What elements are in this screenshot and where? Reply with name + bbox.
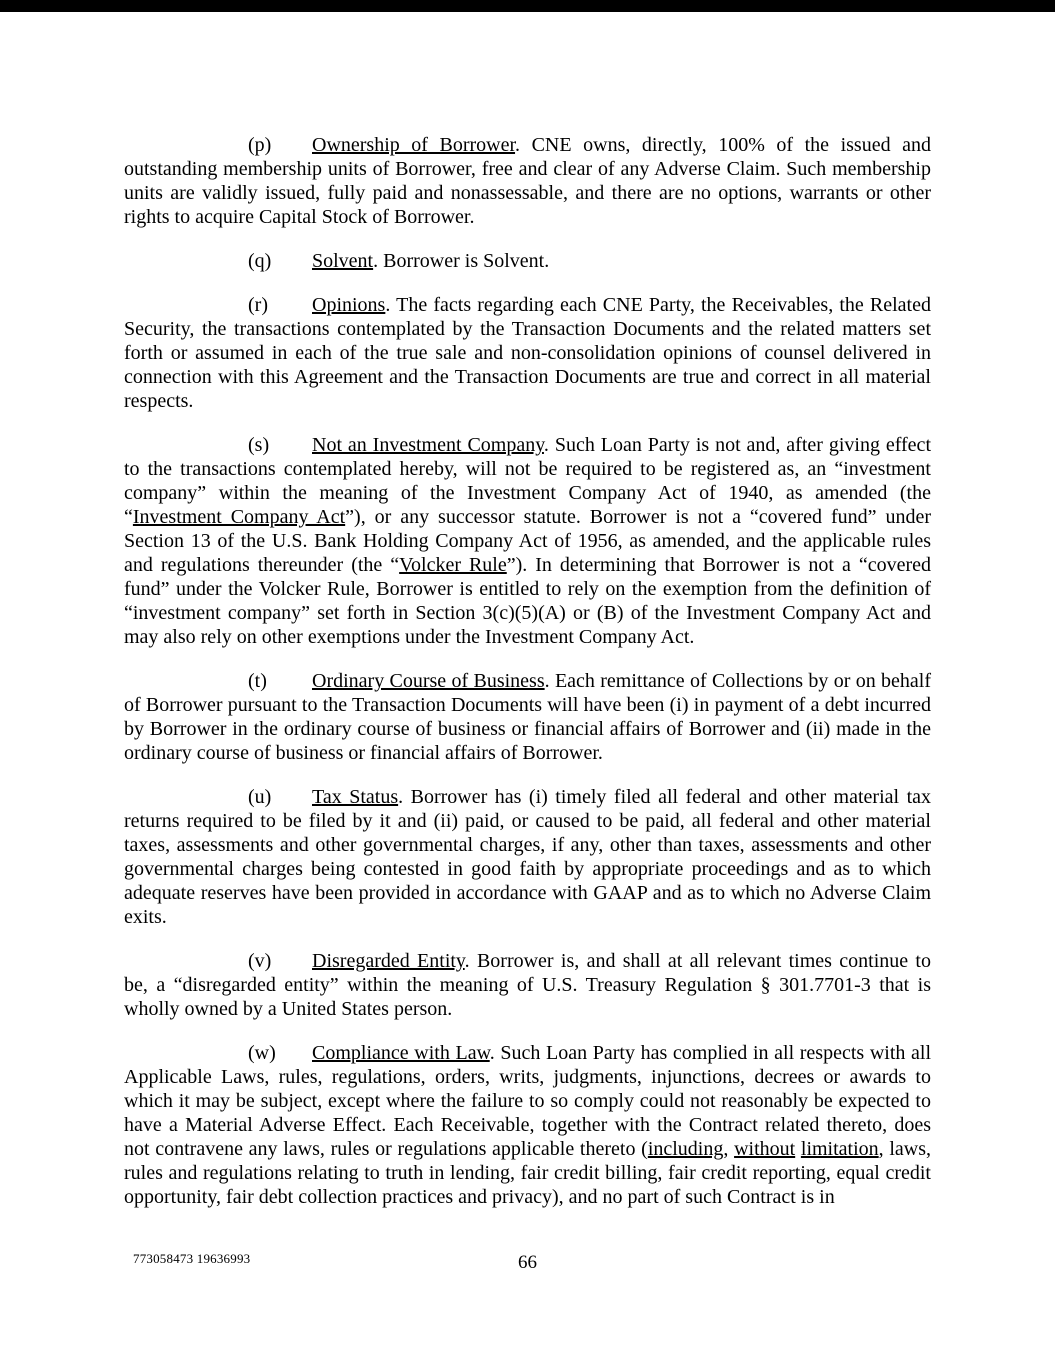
paragraph — [124, 669, 931, 765]
paragraph-label: (s) — [248, 434, 270, 456]
paragraph-label: (q) — [248, 250, 272, 272]
paragraph-label: (w) — [248, 1042, 276, 1064]
paragraph-heading: Ownership of Borrower — [312, 134, 516, 156]
paragraph — [124, 249, 931, 273]
page-top-edge — [0, 0, 1055, 12]
paragraph-heading: including — [647, 1138, 724, 1160]
paragraph — [124, 949, 931, 1021]
paragraph — [124, 293, 931, 413]
paragraph-text: . Borrower is Solvent. — [373, 250, 550, 272]
paragraph-text: . Each remittance of Collections by or on behalf of Borrower pursuant to the Transaction Documents will have been (i) in payment of a debt incurred by Borrower in the ordinary course of business or financial affairs of Borrower and (ii) made in the ordinary course of business or financial affairs of Borrower. — [124, 670, 931, 764]
paragraph-heading: Tax Status — [312, 786, 399, 808]
paragraph-heading: Not an Investment Company — [312, 434, 544, 456]
paragraph-heading: Ordinary Course of Business — [312, 670, 545, 692]
page-number: 66 — [518, 1252, 537, 1273]
paragraph-text: , — [723, 1138, 735, 1160]
paragraph — [124, 433, 931, 649]
paragraph-heading: without — [734, 1138, 796, 1160]
paragraph-text: . Borrower has (i) timely filed all federal and other material tax returns required to be filed by it and (ii) paid, or caused to be paid, all federal and other material taxes, assessments and other governmental charges, if any, other than taxes, assessments and other governmental charges being contested in good faith by appropriate proceedings and as to which adequate reserves have been provided in accordance with GAAP and as to which no Adverse Claim exits. — [124, 786, 932, 928]
document-body — [124, 133, 931, 1229]
paragraph-label: (v) — [248, 950, 272, 972]
paragraph-label: (r) — [248, 294, 268, 316]
paragraph-text: ”). In determining that Borrower is not a “covered fund” under the Volcker Rule, Borrower is entitled to rely on the exemption from the definition of “investment company” set forth in Section 3(c)(5)(A) or (B) of the Investment Company Act and may also rely on other exemptions under the Investment Company Act. — [124, 554, 931, 648]
paragraph — [124, 133, 931, 229]
paragraph-label: (p) — [248, 134, 272, 156]
paragraph-text: . CNE owns, directly, 100% of the issued and outstanding membership units of Borrower, free and clear of any Adverse Claim. Such membership units are validly issued, fully paid and nonassessable, and there are no options, warrants or other rights to acquire Capital Stock of Borrower. — [124, 134, 931, 228]
paragraph-text: . Borrower is, and shall at all relevant times continue to be, a “disregarded entity” within the meaning of U.S. Treasury Regulation § 301.7701-3 that is wholly owned by a United States person. — [124, 950, 931, 1020]
paragraph-text: , laws, rules and regulations relating to truth in lending, fair credit billing, fair credit reporting, equal credit opportunity, fair debt collection practices and privacy), and no part of such Contract is in — [124, 1138, 932, 1208]
paragraph-text: ”), or any successor statute. Borrower is not a “covered fund” under Section 13 of the U.S. Bank Holding Company Act of 1956, as amended, and the applicable rules and regulations thereunder (the “ — [124, 506, 931, 576]
paragraph-text: . Such Loan Party has complied in all respects with all Applicable Laws, rules, regulations, orders, writs, judgments, injunctions, decrees or awards to which it may be subject, except where the failure to so comply could not reasonably be expected to have a Material Adverse Effect. Each Receivable, together with the Contract related thereto, does not contravene any laws, rules or regulations applicable thereto ( — [124, 1042, 932, 1160]
paragraph — [124, 1041, 931, 1209]
paragraph-heading: Opinions — [312, 294, 386, 316]
paragraph — [124, 785, 931, 929]
paragraph-heading: Volcker Rule — [399, 554, 507, 576]
footer-document-number: 773058473 19636993 — [133, 1251, 251, 1266]
paragraph-heading: Compliance with Law — [312, 1042, 490, 1064]
paragraph-heading: Disregarded Entity — [312, 950, 465, 972]
paragraph-heading: Investment Company Act — [132, 506, 346, 528]
paragraph-heading: limitation — [800, 1138, 879, 1160]
paragraph-text: . The facts regarding each CNE Party, the Receivables, the Related Security, the transactions contemplated by the Transaction Documents and the related matters set forth or assumed in each of the true sale and non-consolidation opinions of counsel delivered in connection with this Agreement and the Transaction Documents are true and correct in all material respects. — [124, 294, 931, 412]
paragraph-label: (u) — [248, 786, 272, 808]
paragraph-heading: Solvent — [312, 250, 374, 272]
paragraph-label: (t) — [248, 670, 267, 692]
paragraph-text: . Such Loan Party is not and, after giving effect to the transactions contemplated hereby, will not be required to be registered as, an “investment company” within the meaning of the Investment Company Act of 1940, as amended (the “ — [124, 434, 931, 528]
